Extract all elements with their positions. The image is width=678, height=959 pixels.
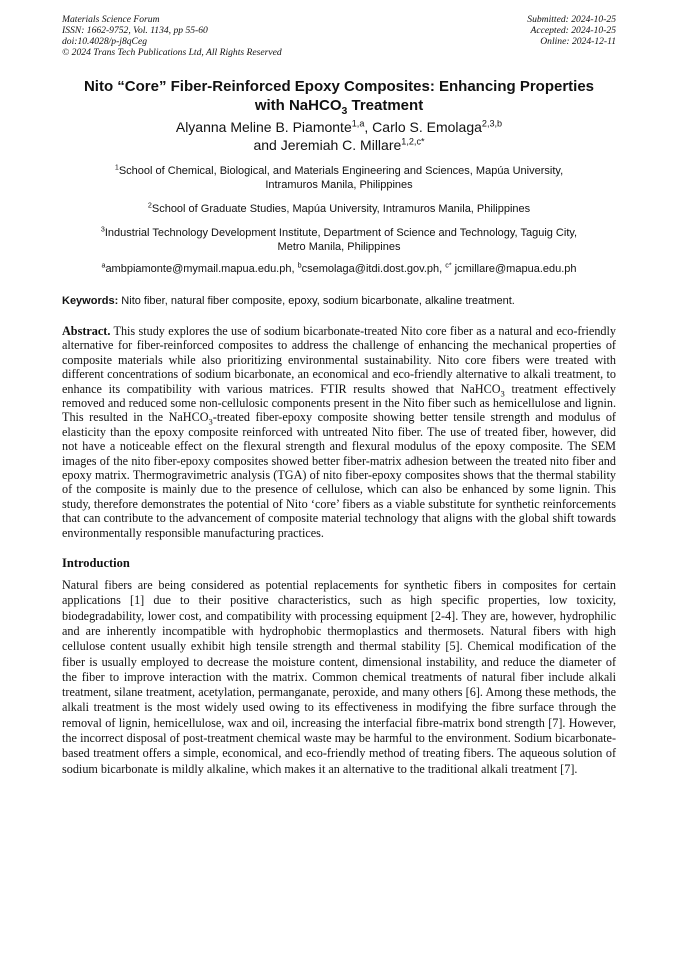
abstract-part-3: -treated fiber-epoxy composite showing better tensile strength and modulus of elasticity than the epoxy composite reinforced with untreated Nito fiber. The use of treated fiber, however, did not have a noticeable effect on the flexural strength and flexural modulus of the epoxy composite. The SEM images of the nito fiber-epoxy composites showed better fiber-matrix adhesion between the treated nito fiber and epoxy matrix. Thermogravimetric analysis (TGA) of nito fiber-epoxy composites shows that the thermal stability of the composite is mainly due to the presence of cellulose, which can also be enhanced by some lignin. This study, therefore demonstrates the potential of Nito ‘core’ fibers as a viable substitute for synthetic reinforcements that can contribute to the advancement of composite material technology that aligns with the global shift towards environmentally responsible manufacturing practices. — [62, 410, 616, 540]
affiliation-3-line-2: Metro Manila, Philippines — [277, 241, 401, 253]
affiliation-1-line-1 — [62, 164, 616, 178]
abstract — [62, 324, 616, 540]
affiliation-2-sup: 2 — [147, 201, 152, 210]
keywords-text: Nito fiber, natural fiber composite, epoxy, sodium bicarbonate, alkaline treatment. — [118, 295, 515, 307]
email-list — [62, 262, 616, 276]
affiliation-3-text: Industrial Technology Development Institute, Department of Science and Technology, Taguig City, — [104, 227, 578, 239]
affiliation-2-text: School of Graduate Studies, Mapúa University, Intramuros Manila, Philippines — [151, 203, 531, 215]
issn-line: ISSN: 1662-9752, Vol. 1134, pp 55-60 — [62, 25, 208, 36]
affiliation-3 — [62, 226, 616, 254]
abstract-part-2: treatment effectively removed and reduced some non-cellulosic components present in the Nito fiber such as hemicellulose and lignin. This resulted in the NaHCO — [62, 381, 617, 425]
affiliation-1-sup: 1 — [114, 163, 119, 172]
affiliation-3-sup: 3 — [100, 225, 105, 234]
author-2-sup: 2,3,b — [481, 118, 503, 129]
title-line-2 — [62, 96, 616, 115]
authors-line-2 — [62, 136, 616, 154]
introduction-heading: Introduction — [62, 556, 130, 571]
header-right — [527, 14, 616, 58]
author-1-name: Alyanna Meline B. Piamonte — [175, 119, 352, 135]
author-2-name: Carlo S. Emolaga — [372, 119, 482, 135]
affiliation-1 — [62, 164, 616, 192]
affiliation-1-line-2: Intramuros Manila, Philippines — [265, 179, 413, 191]
email-c-sup: c* — [445, 261, 452, 270]
author-1-sup: 1,a — [351, 118, 365, 129]
email-b-sup: b — [297, 261, 302, 270]
doi-line[interactable]: doi:10.4028/p-j8qCeg — [62, 36, 148, 47]
email-separator: , — [291, 263, 298, 275]
authors-line-1 — [62, 118, 616, 136]
title-subscript: 3 — [341, 105, 348, 117]
abstract-subscript-2: 3 — [208, 416, 213, 427]
title-line-1: Nito “Core” Fiber-Reinforced Epoxy Composites: Enhancing Properties — [83, 78, 595, 95]
email-a-sup: a — [101, 261, 106, 270]
email-c[interactable]: jcmillare@mapua.edu.ph — [451, 263, 577, 275]
affiliation-1-text: School of Chemical, Biological, and Materials Engineering and Sciences, Mapúa University, — [118, 165, 564, 177]
header-left — [62, 14, 282, 58]
paper-title — [62, 77, 616, 115]
journal-name: Materials Science Forum — [62, 14, 160, 25]
abstract-subscript-1: 3 — [500, 388, 505, 399]
keywords — [62, 294, 616, 308]
email-a[interactable]: ambpiamonte@mymail.mapua.edu.ph — [105, 263, 292, 275]
affiliation-3-line-1 — [62, 226, 616, 240]
email-separator-2: , — [439, 263, 446, 275]
online-date: Online: 2024-12-11 — [540, 36, 616, 47]
title-line-2-pre: with NaHCO — [254, 97, 342, 114]
author-list — [62, 118, 616, 154]
keywords-label: Keywords: — [62, 295, 119, 307]
journal-header — [62, 14, 616, 58]
submitted-date: Submitted: 2024-10-25 — [527, 14, 616, 25]
copyright-line: © 2024 Trans Tech Publications Ltd, All Rights Reserved — [62, 47, 282, 58]
affiliation-2 — [62, 202, 616, 216]
abstract-label: Abstract. — [62, 324, 111, 338]
email-b[interactable]: csemolaga@itdi.dost.gov.ph — [301, 263, 440, 275]
paper-page — [62, 14, 616, 777]
author-separator: , — [364, 119, 373, 135]
author-3-sup: 1,2,c* — [401, 136, 425, 147]
introduction-body: Natural fibers are being considered as potential replacements for synthetic fibers in composites for certain applications [1] due to their positive characteristics, such as high specific properties, low toxicity, biodegradability, lower cost, and compatibility with processing equipment [2-4]. They are, however, hydrophilic and are inherently incompatible with hydrophobic thermoplastics and thermosets. Natural fibers with high cellulose content usually exhibit high tensile strength and thermal stability [5]. Chemical modification of the fiber is usually employed to decrease the moisture content, dimensional instability, and reduce the diameter of the fiber to improve interaction with the matrix. Common chemical treatments of natural fiber include alkali treatment, silane treatment, acetylation, permanganate, peroxide, and many others [6]. Among these methods, the alkali treatment is the most widely used owing to its effectiveness in modifying the fibre surface through the removal of lignin, hemicellulose, wax and oil, increasing the interfacial fibre-matrix bond strength [7]. However, the incorrect disposal of post-treatment chemical waste may be harmful to the environment. Sodium bicarbonate-based treatment offers a simple, economical, and eco-friendly method of treating fibers. The aqueous solution of sodium bicarbonate is mildly alkaline, which makes it an alternative to the traditional alkali treatment [7]. — [62, 578, 616, 776]
accepted-date: Accepted: 2024-10-25 — [530, 25, 616, 36]
author-and: and — [253, 137, 281, 153]
author-3-name: Jeremiah C. Millare — [280, 137, 402, 153]
title-line-2-post: Treatment — [347, 97, 424, 114]
abstract-part-1: This study explores the use of sodium bicarbonate-treated Nito core fiber as a natural and eco-friendly alternative for fiber-reinforced composites to address the challenge of enhancing the mechanical properties of composite materials while also prioritizing environmental sustainability. Nito core fibers were treated with different concentrations of sodium bicarbonate, an economical and eco-friendly alternative to alkali treatment, to enhance its compatibility with various matrices. FTIR results showed that NaHCO — [62, 324, 616, 396]
